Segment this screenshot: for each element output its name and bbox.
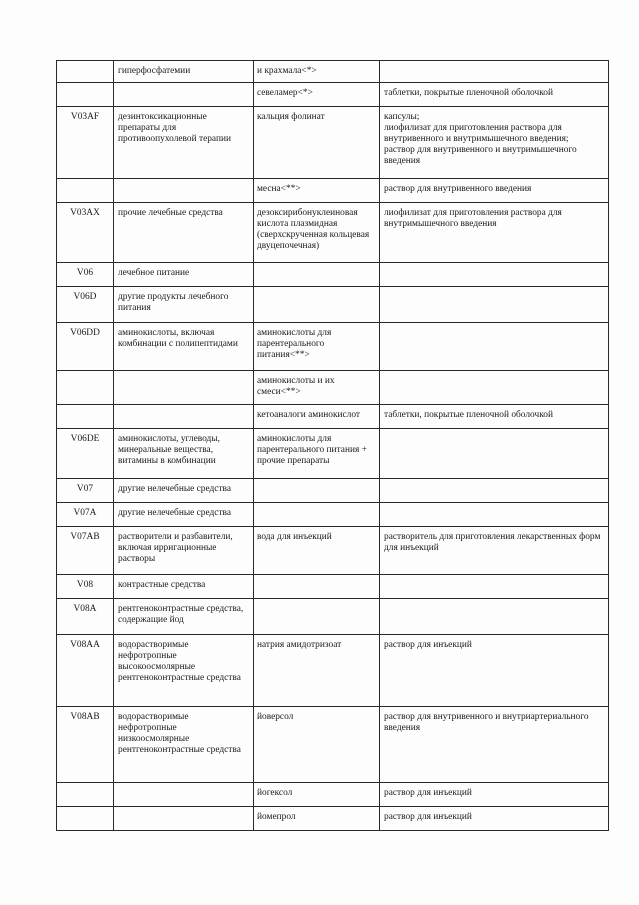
drug-name-cell	[254, 263, 380, 287]
group-cell: растворители и разбавители, включая ирригационные растворы	[114, 527, 254, 575]
dosage-form-cell: раствор для инъекций	[380, 783, 609, 807]
atc-code-cell: V07A	[57, 503, 114, 527]
drug-name-cell: аминокислоты и их смеси<**>	[254, 371, 380, 405]
dosage-form-cell: лиофилизат для приготовления раствора для внутримышечного введения	[380, 203, 609, 263]
table-row	[57, 635, 609, 707]
group-cell	[114, 807, 254, 831]
group-cell	[114, 83, 254, 107]
table-row	[57, 783, 609, 807]
dosage-form-cell: раствор для инъекций	[380, 807, 609, 831]
group-cell	[114, 405, 254, 429]
dosage-form-cell: раствор для внутривенного введения	[380, 179, 609, 203]
drug-name-cell	[254, 575, 380, 599]
dosage-form-cell: капсулы; лиофилизат для приготовления раствора для внутривенного и внутримышечного введения; раствор для внутривенного и внутримышечного введения	[380, 107, 609, 179]
table-row	[57, 61, 609, 83]
dosage-form-cell	[380, 287, 609, 323]
dosage-form-cell: растворитель для приготовления лекарственных форм для инъекций	[380, 527, 609, 575]
group-cell: водорастворимые нефротропные высокоосмолярные рентгеноконтрастные средства	[114, 635, 254, 707]
atc-code-cell	[57, 405, 114, 429]
drug-name-cell	[254, 287, 380, 323]
group-cell	[114, 371, 254, 405]
drug-name-cell: йомепрол	[254, 807, 380, 831]
group-cell: аминокислоты, углеводы, минеральные вещества, витамины в комбинации	[114, 429, 254, 479]
table-row	[57, 179, 609, 203]
group-cell: прочие лечебные средства	[114, 203, 254, 263]
group-cell: другие продукты лечебного питания	[114, 287, 254, 323]
dosage-form-cell	[380, 323, 609, 371]
dosage-form-cell: таблетки, покрытые пленочной оболочкой	[380, 83, 609, 107]
table-row	[57, 287, 609, 323]
atc-code-cell	[57, 371, 114, 405]
atc-code-cell	[57, 61, 114, 83]
table-row	[57, 707, 609, 783]
drug-name-cell: кетоаналоги аминокислот	[254, 405, 380, 429]
drug-table	[56, 60, 609, 831]
table-row	[57, 83, 609, 107]
drug-name-cell	[254, 599, 380, 635]
atc-code-cell: V06DE	[57, 429, 114, 479]
dosage-form-cell: таблетки, покрытые пленочной оболочкой	[380, 405, 609, 429]
drug-name-cell: месна<**>	[254, 179, 380, 203]
drug-name-cell: дезоксирибонуклеиновая кислота плазмидная (сверхскрученная кольцевая двуцепочечная)	[254, 203, 380, 263]
atc-code-cell	[57, 83, 114, 107]
dosage-form-cell: раствор для инъекций	[380, 635, 609, 707]
atc-code-cell: V03AX	[57, 203, 114, 263]
table-row	[57, 479, 609, 503]
atc-code-cell	[57, 807, 114, 831]
drug-name-cell: йогексол	[254, 783, 380, 807]
group-cell: другие нелечебные средства	[114, 503, 254, 527]
group-cell: дезинтоксикационные препараты для противоопухолевой терапии	[114, 107, 254, 179]
atc-code-cell: V06D	[57, 287, 114, 323]
group-cell: рентгеноконтрастные средства, содержащие йод	[114, 599, 254, 635]
atc-code-cell: V07AB	[57, 527, 114, 575]
drug-name-cell: вода для инъекций	[254, 527, 380, 575]
atc-code-cell: V08	[57, 575, 114, 599]
group-cell: гиперфосфатемии	[114, 61, 254, 83]
drug-name-cell: аминокислоты для парентерального питания + прочие препараты	[254, 429, 380, 479]
drug-name-cell	[254, 503, 380, 527]
table-row	[57, 107, 609, 179]
table-row	[57, 575, 609, 599]
group-cell: аминокислоты, включая комбинации с полипептидами	[114, 323, 254, 371]
group-cell: водорастворимые нефротропные низкоосмолярные рентгеноконтрастные средства	[114, 707, 254, 783]
dosage-form-cell	[380, 599, 609, 635]
table-row	[57, 503, 609, 527]
table-row	[57, 203, 609, 263]
dosage-form-cell	[380, 503, 609, 527]
dosage-form-cell	[380, 429, 609, 479]
atc-code-cell: V03AF	[57, 107, 114, 179]
dosage-form-cell	[380, 61, 609, 83]
atc-code-cell: V08A	[57, 599, 114, 635]
dosage-form-cell: раствор для внутривенного и внутриартериального введения	[380, 707, 609, 783]
table-row	[57, 371, 609, 405]
drug-name-cell: и крахмала<*>	[254, 61, 380, 83]
atc-code-cell: V06	[57, 263, 114, 287]
atc-code-cell: V06DD	[57, 323, 114, 371]
drug-name-cell	[254, 479, 380, 503]
drug-name-cell: йоверсол	[254, 707, 380, 783]
atc-code-cell	[57, 783, 114, 807]
atc-code-cell: V07	[57, 479, 114, 503]
group-cell: другие нелечебные средства	[114, 479, 254, 503]
group-cell: лечебное питание	[114, 263, 254, 287]
drug-name-cell: севеламер<*>	[254, 83, 380, 107]
atc-code-cell	[57, 179, 114, 203]
group-cell	[114, 783, 254, 807]
dosage-form-cell	[380, 263, 609, 287]
table-row	[57, 807, 609, 831]
group-cell	[114, 179, 254, 203]
atc-code-cell: V08AB	[57, 707, 114, 783]
table-row	[57, 527, 609, 575]
table-row	[57, 405, 609, 429]
drug-name-cell: кальция фолинат	[254, 107, 380, 179]
drug-table-body	[57, 61, 609, 831]
drug-name-cell: натрия амидотризоат	[254, 635, 380, 707]
table-row	[57, 429, 609, 479]
dosage-form-cell	[380, 371, 609, 405]
drug-name-cell: аминокислоты для парентерального питания<**>	[254, 323, 380, 371]
table-row	[57, 599, 609, 635]
dosage-form-cell	[380, 479, 609, 503]
atc-code-cell: V08AA	[57, 635, 114, 707]
dosage-form-cell	[380, 575, 609, 599]
table-row	[57, 323, 609, 371]
table-row	[57, 263, 609, 287]
group-cell: контрастные средства	[114, 575, 254, 599]
